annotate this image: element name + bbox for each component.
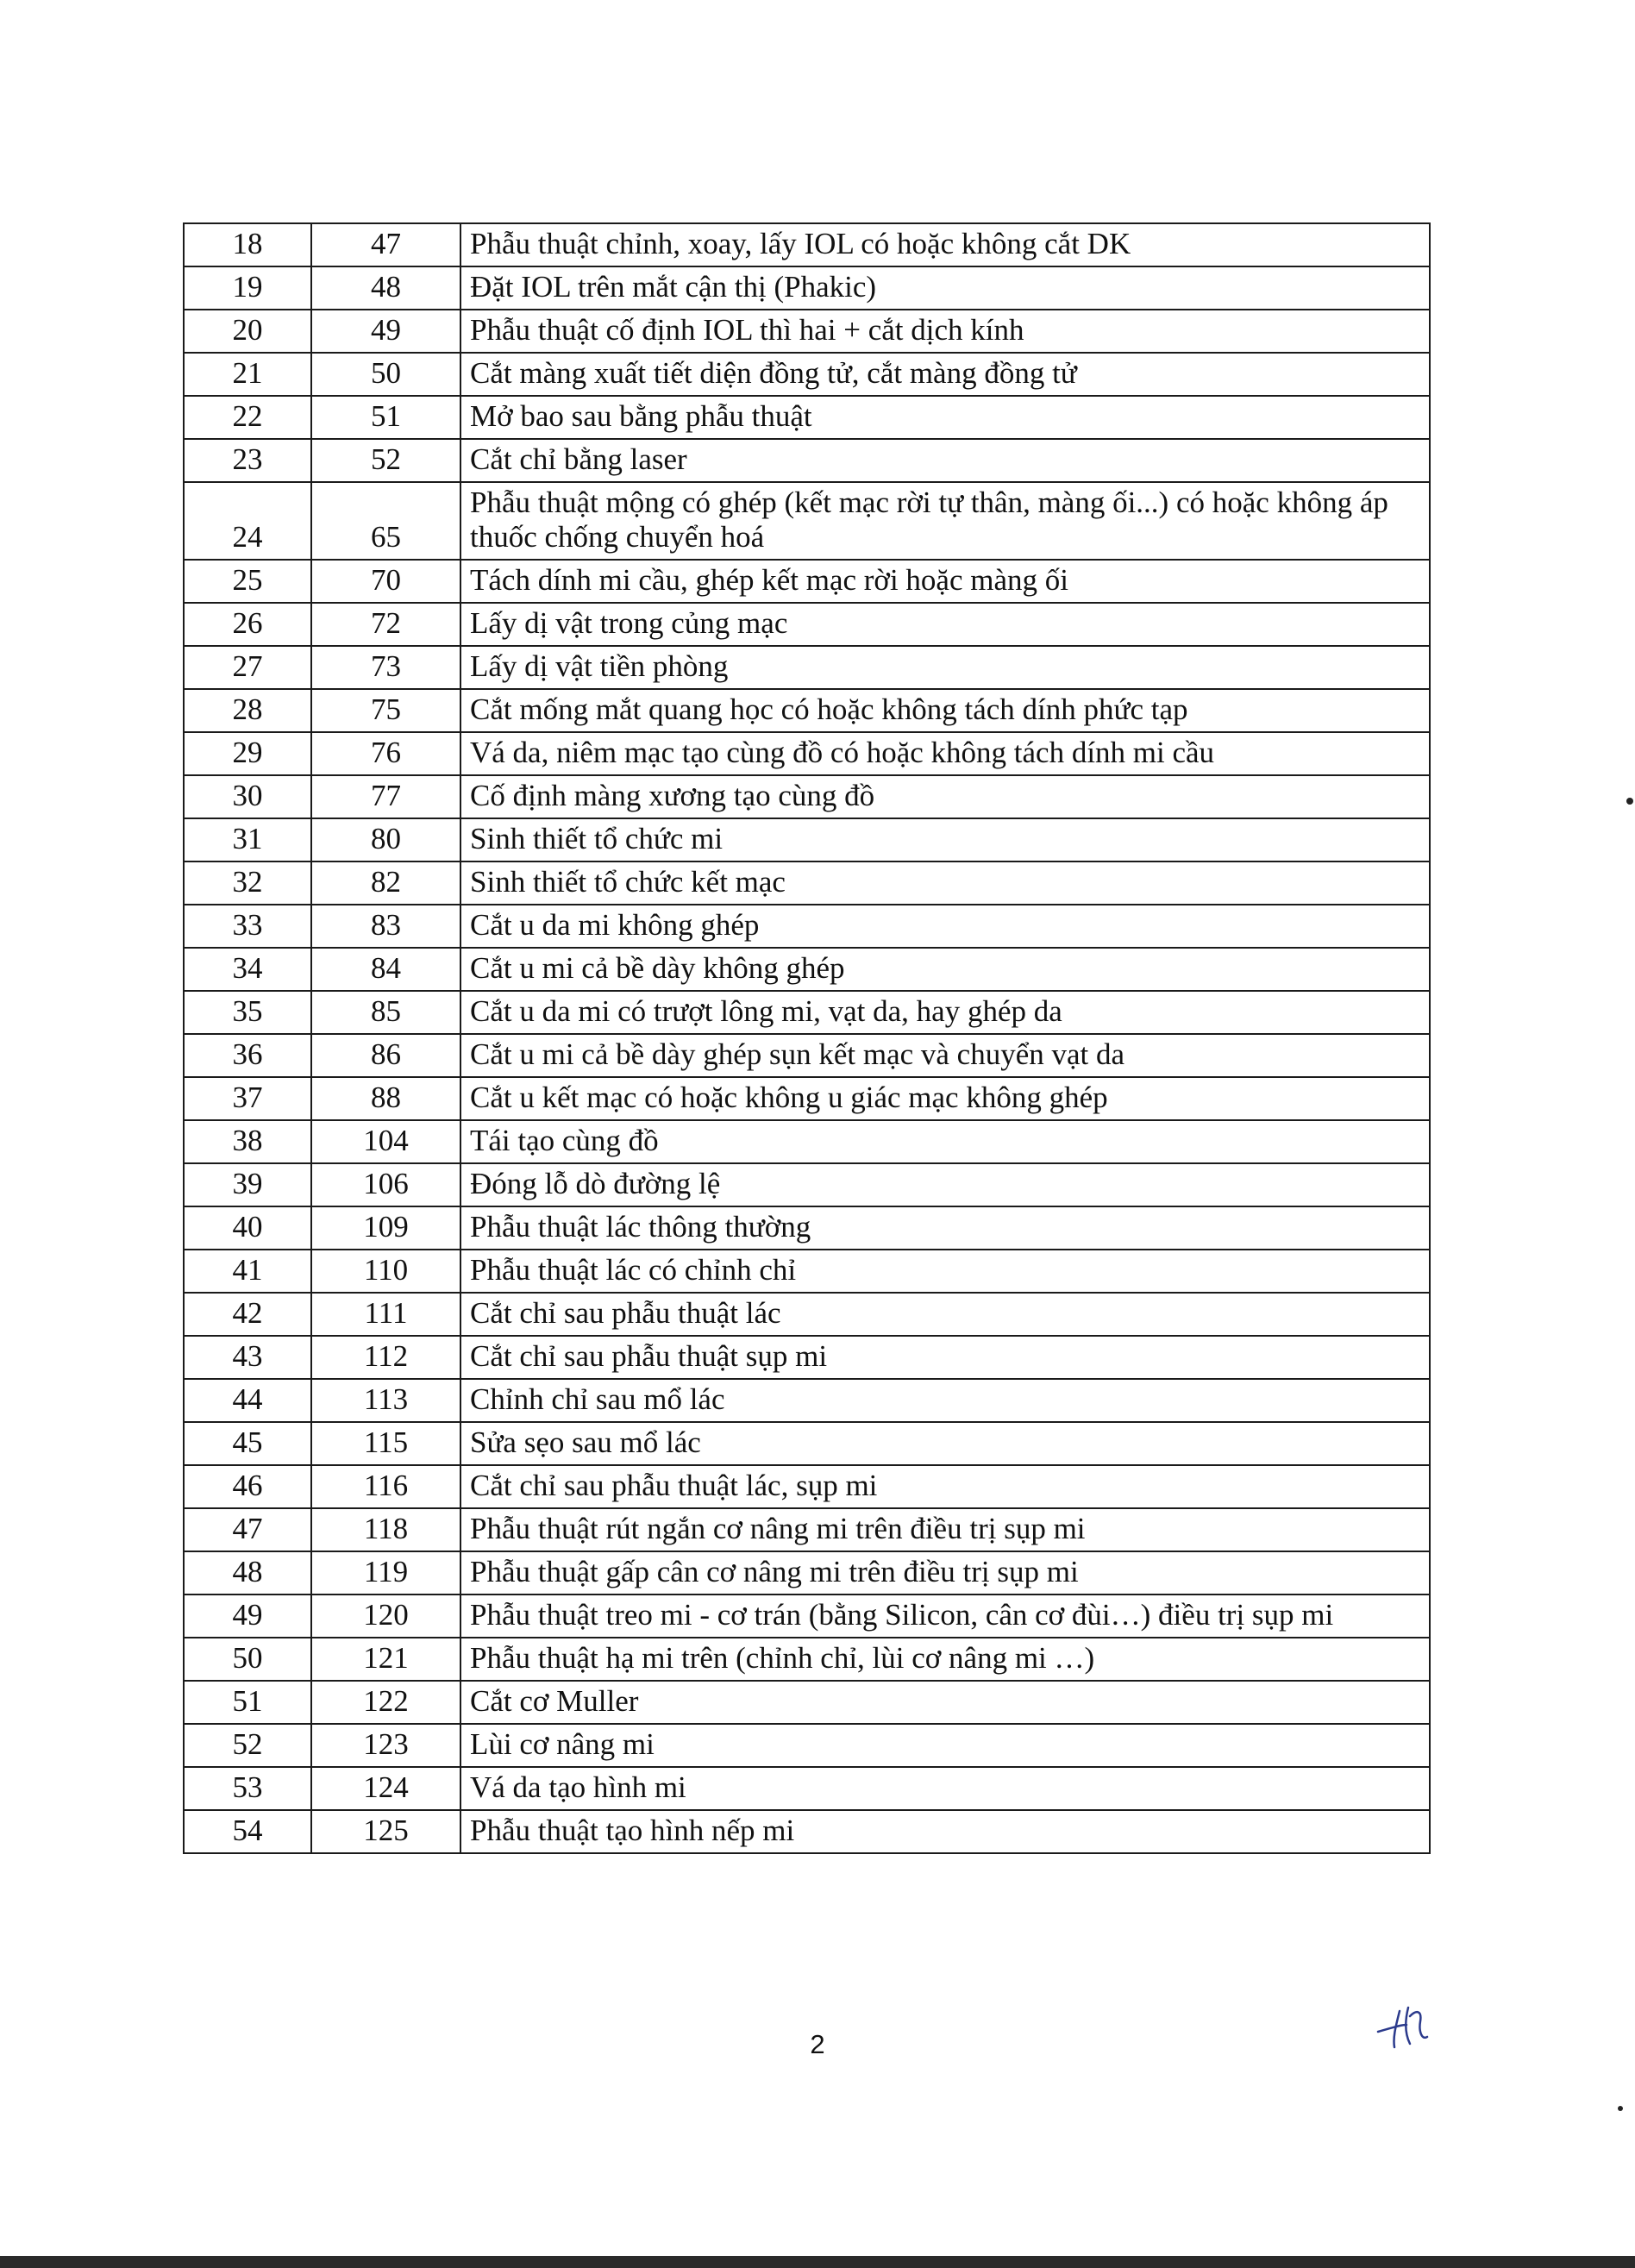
procedure-name-cell: Cắt chỉ sau phẫu thuật lác <box>460 1293 1430 1336</box>
row-number-cell: 50 <box>184 1638 311 1681</box>
procedure-code-cell: 83 <box>311 905 460 948</box>
procedure-code-cell: 80 <box>311 818 460 861</box>
row-number-cell: 25 <box>184 560 311 603</box>
procedure-name-cell: Cắt chỉ sau phẫu thuật lác, sụp mi <box>460 1465 1430 1508</box>
row-number-cell: 18 <box>184 223 311 266</box>
row-number-cell: 20 <box>184 310 311 353</box>
procedure-name-cell: Cắt chỉ bằng laser <box>460 439 1430 482</box>
procedure-code-cell: 110 <box>311 1250 460 1293</box>
procedure-name-cell: Cắt u mi cả bề dày ghép sụn kết mạc và chuyển vạt da <box>460 1034 1430 1077</box>
row-number-cell: 47 <box>184 1508 311 1551</box>
procedure-code-cell: 77 <box>311 775 460 818</box>
table-row <box>184 1724 1430 1767</box>
procedure-code-cell: 125 <box>311 1810 460 1853</box>
row-number-cell: 51 <box>184 1681 311 1724</box>
procedure-name-cell: Cắt cơ Muller <box>460 1681 1430 1724</box>
table-row <box>184 775 1430 818</box>
procedure-name-cell: Phẫu thuật treo mi - cơ trán (bằng Silicon, cân cơ đùi…) điều trị sụp mi <box>460 1594 1430 1638</box>
procedure-name-cell: Cắt chỉ sau phẫu thuật sụp mi <box>460 1336 1430 1379</box>
row-number-cell: 27 <box>184 646 311 689</box>
procedure-code-cell: 113 <box>311 1379 460 1422</box>
procedure-name-cell: Lùi cơ nâng mi <box>460 1724 1430 1767</box>
table-row <box>184 353 1430 396</box>
row-number-cell: 33 <box>184 905 311 948</box>
procedure-name-cell: Phẫu thuật lác có chỉnh chỉ <box>460 1250 1430 1293</box>
procedure-name-cell: Tái tạo cùng đồ <box>460 1120 1430 1163</box>
table-row <box>184 1034 1430 1077</box>
row-number-cell: 44 <box>184 1379 311 1422</box>
row-number-cell: 28 <box>184 689 311 732</box>
procedure-code-cell: 109 <box>311 1206 460 1250</box>
procedure-name-cell: Cắt u mi cả bề dày không ghép <box>460 948 1430 991</box>
procedure-code-cell: 51 <box>311 396 460 439</box>
table-row <box>184 1120 1430 1163</box>
table-row <box>184 1077 1430 1120</box>
table-row <box>184 1336 1430 1379</box>
table-row <box>184 1810 1430 1853</box>
table-row <box>184 1379 1430 1422</box>
procedure-name-cell: Cắt u kết mạc có hoặc không u giác mạc không ghép <box>460 1077 1430 1120</box>
procedure-name-cell: Vá da tạo hình mi <box>460 1767 1430 1810</box>
row-number-cell: 40 <box>184 1206 311 1250</box>
row-number-cell: 39 <box>184 1163 311 1206</box>
table-row <box>184 1638 1430 1681</box>
procedure-code-cell: 76 <box>311 732 460 775</box>
procedure-code-cell: 65 <box>311 482 460 560</box>
procedure-name-cell: Phẫu thuật hạ mi trên (chỉnh chỉ, lùi cơ nâng mi …) <box>460 1638 1430 1681</box>
procedure-code-cell: 121 <box>311 1638 460 1681</box>
procedure-name-cell: Phẫu thuật rút ngắn cơ nâng mi trên điều trị sụp mi <box>460 1508 1430 1551</box>
procedure-code-cell: 88 <box>311 1077 460 1120</box>
scan-bottom-edge <box>0 2256 1635 2268</box>
procedure-code-cell: 82 <box>311 861 460 905</box>
row-number-cell: 45 <box>184 1422 311 1465</box>
table-row <box>184 948 1430 991</box>
procedure-name-cell: Lấy dị vật tiền phòng <box>460 646 1430 689</box>
procedure-code-cell: 48 <box>311 266 460 310</box>
procedure-name-cell: Đóng lỗ dò đường lệ <box>460 1163 1430 1206</box>
procedure-code-cell: 85 <box>311 991 460 1034</box>
row-number-cell: 37 <box>184 1077 311 1120</box>
row-number-cell: 30 <box>184 775 311 818</box>
procedure-name-cell: Cắt màng xuất tiết diện đồng tử, cắt màng đồng tử <box>460 353 1430 396</box>
procedure-name-cell: Phẫu thuật tạo hình nếp mi <box>460 1810 1430 1853</box>
procedure-table <box>183 222 1431 1854</box>
procedure-code-cell: 124 <box>311 1767 460 1810</box>
table-row <box>184 439 1430 482</box>
table-row <box>184 1767 1430 1810</box>
procedure-code-cell: 120 <box>311 1594 460 1638</box>
procedure-name-cell: Phẫu thuật lác thông thường <box>460 1206 1430 1250</box>
procedure-name-cell: Tách dính mi cầu, ghép kết mạc rời hoặc màng ối <box>460 560 1430 603</box>
procedure-code-cell: 72 <box>311 603 460 646</box>
procedure-name-cell: Cắt mống mắt quang học có hoặc không tách dính phức tạp <box>460 689 1430 732</box>
procedure-code-cell: 84 <box>311 948 460 991</box>
table-row <box>184 1551 1430 1594</box>
procedure-name-cell: Phẫu thuật mộng có ghép (kết mạc rời tự thân, màng ối...) có hoặc không áp thuốc chống chuyển hoá <box>460 482 1430 560</box>
row-number-cell: 38 <box>184 1120 311 1163</box>
table-row <box>184 1422 1430 1465</box>
procedure-code-cell: 118 <box>311 1508 460 1551</box>
row-number-cell: 23 <box>184 439 311 482</box>
procedure-code-cell: 111 <box>311 1293 460 1336</box>
row-number-cell: 26 <box>184 603 311 646</box>
procedure-name-cell: Mở bao sau bằng phẫu thuật <box>460 396 1430 439</box>
table-row <box>184 646 1430 689</box>
scan-speck <box>1618 2106 1623 2111</box>
row-number-cell: 22 <box>184 396 311 439</box>
procedure-name-cell: Cố định màng xương tạo cùng đồ <box>460 775 1430 818</box>
row-number-cell: 48 <box>184 1551 311 1594</box>
procedure-code-cell: 70 <box>311 560 460 603</box>
procedure-code-cell: 73 <box>311 646 460 689</box>
procedure-name-cell: Cắt u da mi có trượt lông mi, vạt da, hay ghép da <box>460 991 1430 1034</box>
procedure-code-cell: 115 <box>311 1422 460 1465</box>
procedure-code-cell: 75 <box>311 689 460 732</box>
row-number-cell: 32 <box>184 861 311 905</box>
table-row <box>184 223 1430 266</box>
table-row <box>184 905 1430 948</box>
table-row <box>184 689 1430 732</box>
table-row <box>184 861 1430 905</box>
row-number-cell: 53 <box>184 1767 311 1810</box>
row-number-cell: 21 <box>184 353 311 396</box>
table-row <box>184 603 1430 646</box>
table-row <box>184 560 1430 603</box>
table-row <box>184 1465 1430 1508</box>
table-row <box>184 1508 1430 1551</box>
procedure-name-cell: Đặt IOL trên mắt cận thị (Phakic) <box>460 266 1430 310</box>
row-number-cell: 49 <box>184 1594 311 1638</box>
procedure-code-cell: 86 <box>311 1034 460 1077</box>
procedure-name-cell: Phẫu thuật gấp cân cơ nâng mi trên điều trị sụp mi <box>460 1551 1430 1594</box>
signature-mark <box>1374 1999 1443 2051</box>
row-number-cell: 41 <box>184 1250 311 1293</box>
procedure-table-body <box>184 223 1430 1853</box>
procedure-name-cell: Cắt u da mi không ghép <box>460 905 1430 948</box>
table-row <box>184 482 1430 560</box>
procedure-code-cell: 119 <box>311 1551 460 1594</box>
row-number-cell: 43 <box>184 1336 311 1379</box>
procedure-code-cell: 47 <box>311 223 460 266</box>
table-row <box>184 1594 1430 1638</box>
row-number-cell: 54 <box>184 1810 311 1853</box>
table-row <box>184 732 1430 775</box>
procedure-name-cell: Vá da, niêm mạc tạo cùng đồ có hoặc không tách dính mi cầu <box>460 732 1430 775</box>
row-number-cell: 24 <box>184 482 311 560</box>
procedure-code-cell: 122 <box>311 1681 460 1724</box>
row-number-cell: 52 <box>184 1724 311 1767</box>
procedure-code-cell: 104 <box>311 1120 460 1163</box>
table-row <box>184 991 1430 1034</box>
table-row <box>184 1250 1430 1293</box>
procedure-code-cell: 52 <box>311 439 460 482</box>
procedure-code-cell: 49 <box>311 310 460 353</box>
table-row <box>184 1163 1430 1206</box>
table-row <box>184 310 1430 353</box>
row-number-cell: 35 <box>184 991 311 1034</box>
table-row <box>184 818 1430 861</box>
procedure-code-cell: 112 <box>311 1336 460 1379</box>
row-number-cell: 19 <box>184 266 311 310</box>
procedure-name-cell: Chỉnh chỉ sau mổ lác <box>460 1379 1430 1422</box>
procedure-code-cell: 116 <box>311 1465 460 1508</box>
procedure-name-cell: Phẫu thuật chỉnh, xoay, lấy IOL có hoặc không cắt DK <box>460 223 1430 266</box>
scan-speck <box>1626 798 1633 805</box>
procedure-name-cell: Sinh thiết tổ chức mi <box>460 818 1430 861</box>
row-number-cell: 34 <box>184 948 311 991</box>
table-row <box>184 1293 1430 1336</box>
procedure-name-cell: Sinh thiết tổ chức kết mạc <box>460 861 1430 905</box>
row-number-cell: 36 <box>184 1034 311 1077</box>
procedure-name-cell: Sửa sẹo sau mổ lác <box>460 1422 1430 1465</box>
table-row <box>184 1206 1430 1250</box>
row-number-cell: 31 <box>184 818 311 861</box>
row-number-cell: 29 <box>184 732 311 775</box>
row-number-cell: 46 <box>184 1465 311 1508</box>
row-number-cell: 42 <box>184 1293 311 1336</box>
table-row <box>184 266 1430 310</box>
procedure-name-cell: Lấy dị vật trong củng mạc <box>460 603 1430 646</box>
table-row <box>184 396 1430 439</box>
procedure-name-cell: Phẫu thuật cố định IOL thì hai + cắt dịch kính <box>460 310 1430 353</box>
procedure-code-cell: 50 <box>311 353 460 396</box>
procedure-code-cell: 106 <box>311 1163 460 1206</box>
table-row <box>184 1681 1430 1724</box>
page-number: 2 <box>810 2029 825 2059</box>
procedure-code-cell: 123 <box>311 1724 460 1767</box>
